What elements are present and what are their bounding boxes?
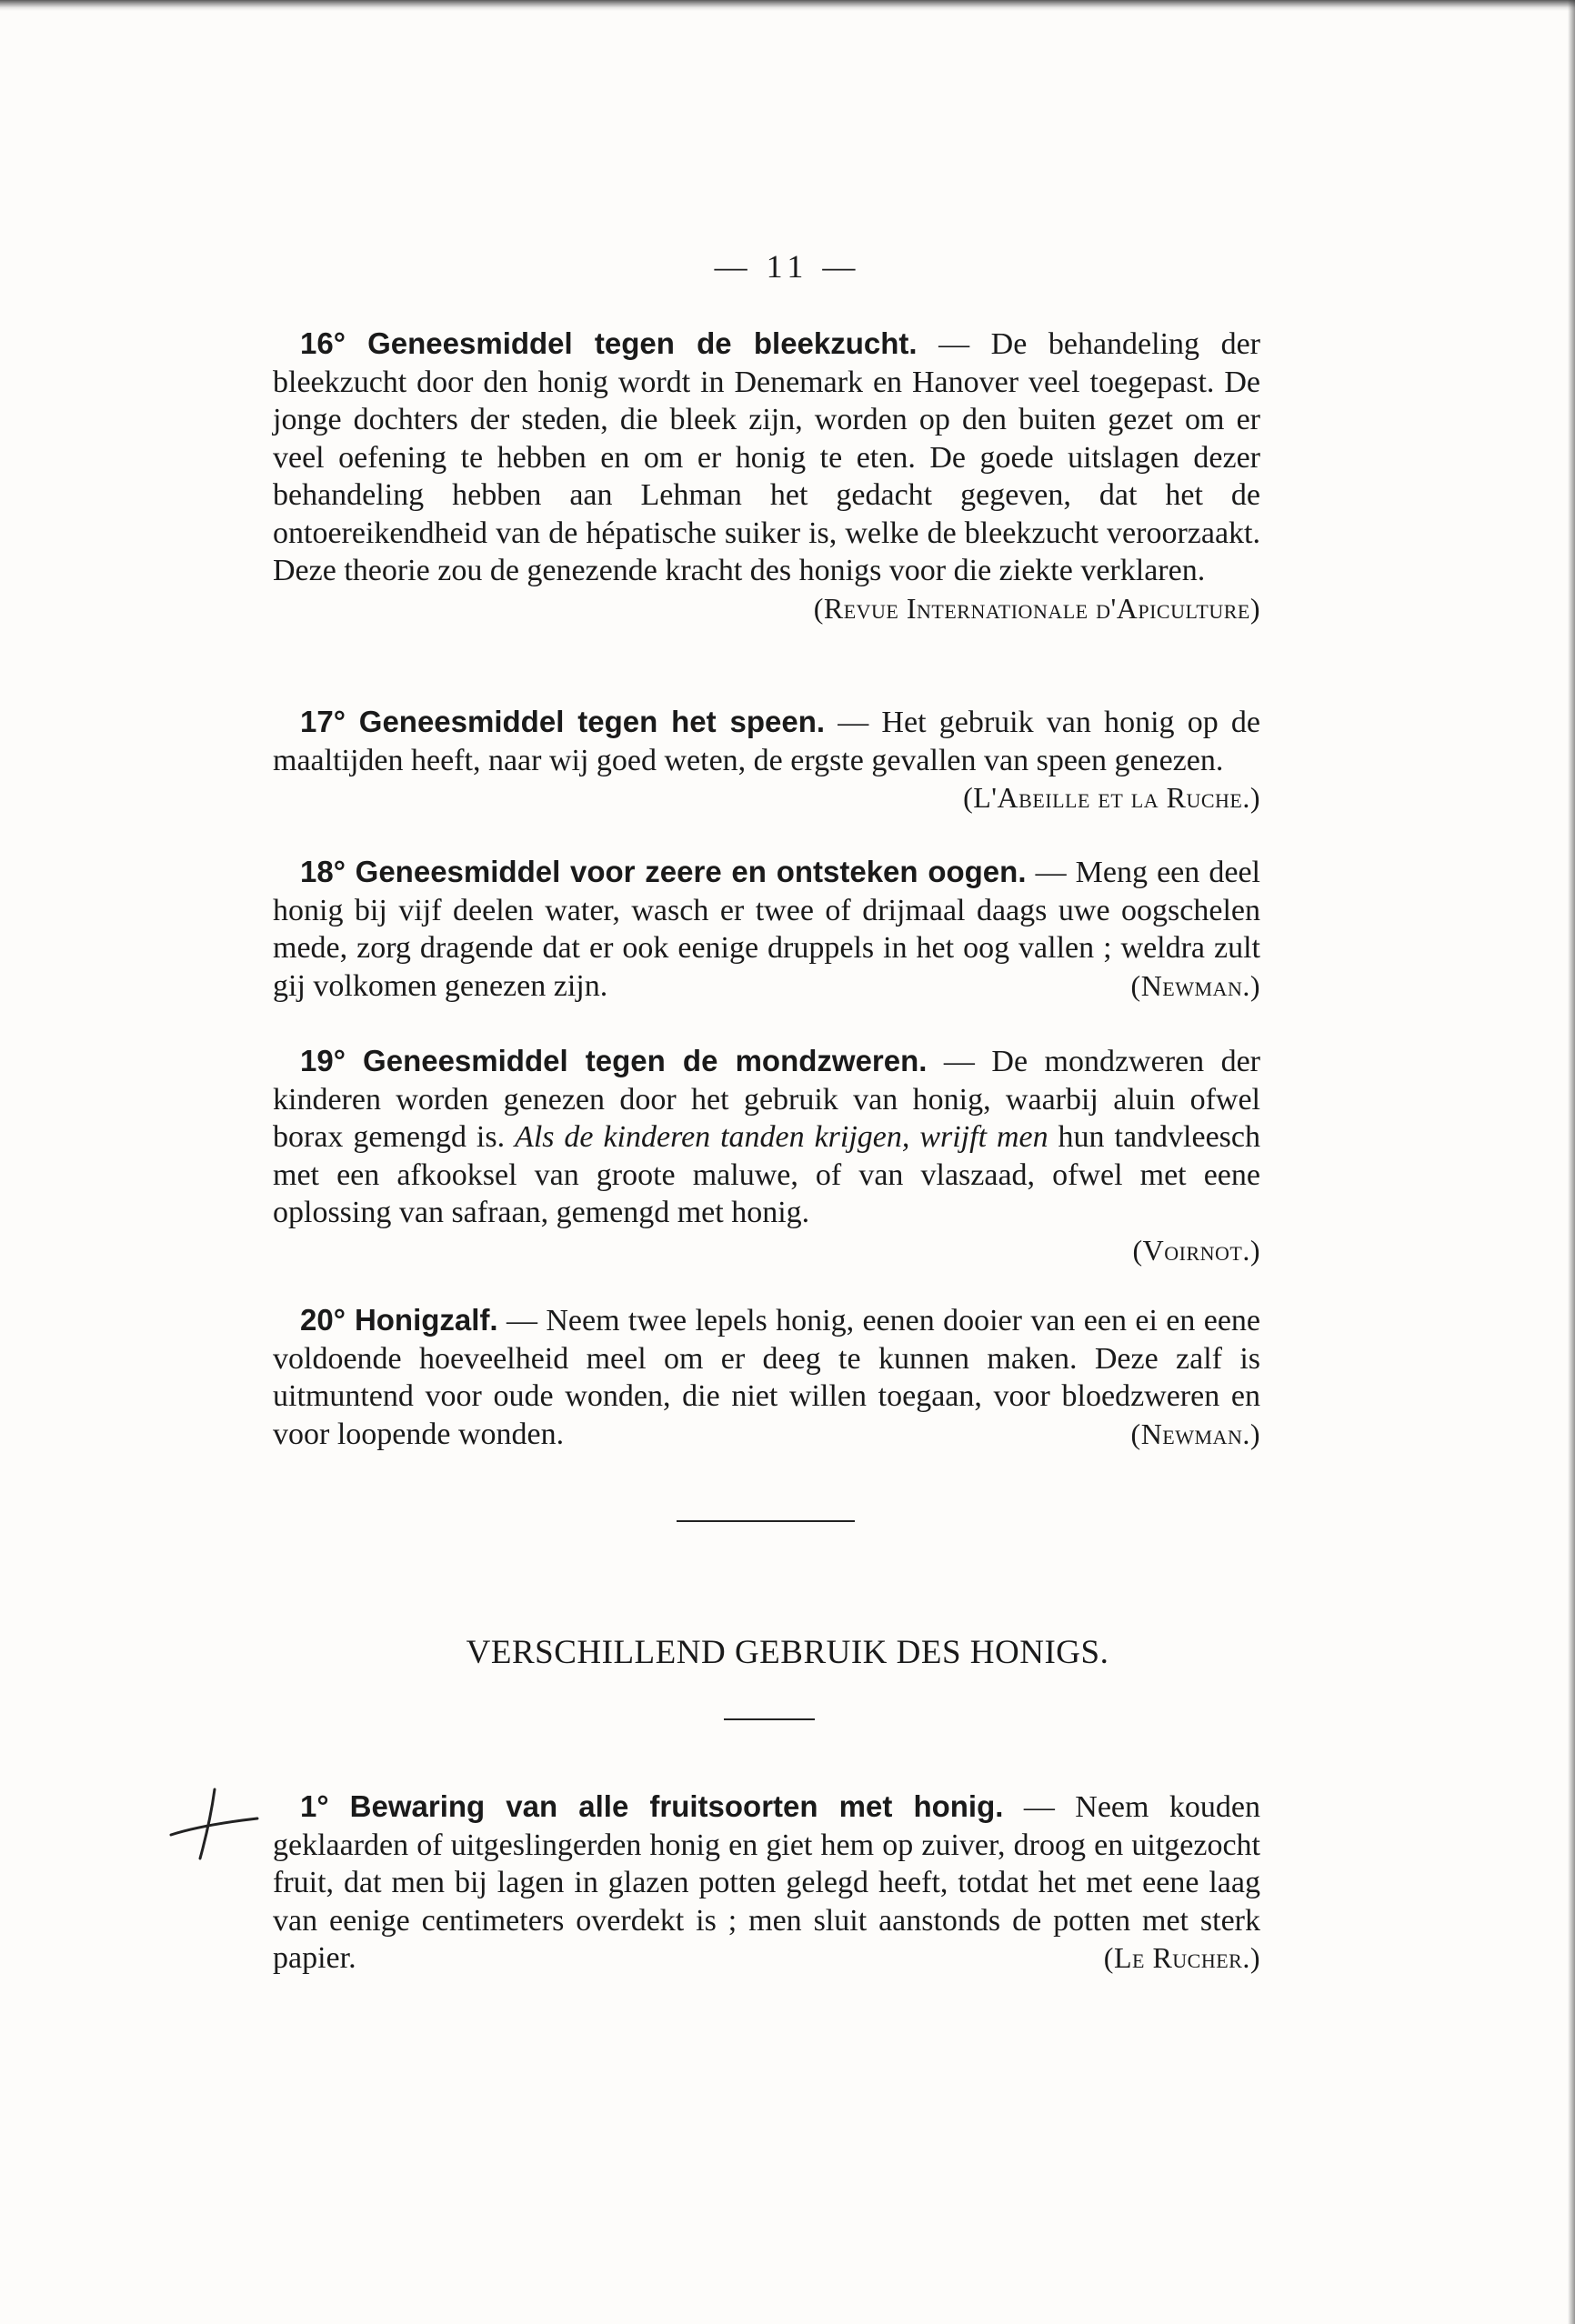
scan-top-edge xyxy=(0,0,1575,11)
entry-20 xyxy=(273,1301,1260,1453)
entry-20-body: — Neem twee lepels honig, eenen dooier van een ei en eene voldoende hoeveelheid meel om er deeg te kunnen maken. Deze zalf is uitmuntend voor oude wonden, die niet willen toegaan, voor bloedzweren en voor loopende wonden. xyxy=(273,1304,1261,1451)
section-entry-1-heading: 1° Bewaring van alle fruitsoorten met honig. xyxy=(300,1789,1004,1823)
scan-right-edge xyxy=(1568,0,1575,2324)
entry-18-heading: 18° Geneesmiddel voor zeere en ontsteken oogen. xyxy=(300,855,1027,888)
entry-19-body-b: hun tandvleesch met een afkooksel van groote maluwe, of van vlaszaad, ofwel met eene oplossing van safraan, gemengd met honig. xyxy=(273,1120,1260,1229)
entry-17-body: — Het gebruik van honig op de maaltijden heeft, naar wij goed weten, de ergste gevallen van speen genezen. xyxy=(273,706,1261,777)
entry-19-heading: 19° Geneesmiddel tegen de mondzweren. xyxy=(300,1044,928,1077)
entry-19-body-italic: Als de kinderen tanden krijgen, wrijft men xyxy=(515,1120,1048,1154)
section-divider-top xyxy=(677,1520,855,1522)
entry-17 xyxy=(273,703,1260,817)
entry-18-body: — Meng een deel honig bij vijf deelen water, wasch er twee of drijmaal daags uwe oogschelen mede, zorg dragende dat er ook eenige druppels in het oog vallen ; weldra zult gij volkomen genezen zijn. xyxy=(273,856,1260,1003)
entry-19-paragraph xyxy=(273,1042,1260,1232)
entry-18 xyxy=(273,853,1260,1005)
section-entry-1-source: (Le Rucher.) xyxy=(1103,1941,1260,1974)
entry-19 xyxy=(273,1042,1260,1269)
section-divider-bottom xyxy=(724,1718,815,1720)
entry-16-body: — De behandeling der bleekzucht door den honig wordt in Denemark en Hanover veel toegepast. De jonge dochters der steden, die bleek zijn, worden op den buiten gezet om er veel oefening te hebben en om er honig te eten. De goede uitslagen dezer behandeling hebben aan Lehman het gedacht gegeven, dat het de ontoereikendheid van de hépatische suiker is, welke de bleekzucht veroorzaakt. Deze theorie zou de genezende kracht des honigs voor die ziekte verklaren. xyxy=(273,327,1260,587)
entry-20-paragraph xyxy=(273,1301,1260,1453)
entry-19-body-a: — De mondzweren der kinderen worden genezen door het gebruik van honig, waarbij aluin ofwel borax gemengd is. xyxy=(273,1045,1261,1154)
entry-17-source: (L'Abeille et la Ruche.) xyxy=(963,781,1260,814)
entry-18-paragraph xyxy=(273,853,1260,1005)
entry-17-heading: 17° Geneesmiddel tegen het speen. xyxy=(300,705,826,738)
section-entry-1-paragraph xyxy=(273,1788,1260,1978)
entry-20-source: (Newman.) xyxy=(1130,1417,1260,1450)
entry-16-source: (Revue Internationale d'Apiculture) xyxy=(813,591,1260,625)
entry-20-heading: 20° Honigzalf. xyxy=(300,1303,498,1337)
page-number: — 11 — xyxy=(714,248,861,285)
section-title: VERSCHILLEND GEBRUIK DES HONIGS. xyxy=(466,1634,1109,1671)
handwritten-cross-mark xyxy=(162,1782,262,1864)
section-entry-1-body: — Neem kouden geklaarden of uitgeslingerden honig en giet hem op zuiver, droog en uitgezocht fruit, dat men bij lagen in glazen potten gelegd heeft, totdat het met eene laag van eenige centimeters overdekt is ; men sluit aanstonds de potten met sterk papier. xyxy=(273,1790,1260,1975)
entry-16-heading: 16° Geneesmiddel tegen de bleekzucht. xyxy=(300,326,918,360)
entry-16-paragraph xyxy=(273,325,1260,590)
entry-16 xyxy=(273,325,1260,627)
entry-18-source: (Newman.) xyxy=(1130,968,1260,1002)
entry-17-paragraph xyxy=(273,703,1261,814)
section-entry-1 xyxy=(273,1788,1260,1978)
entry-19-source: (Voirnot.) xyxy=(1132,1233,1260,1267)
